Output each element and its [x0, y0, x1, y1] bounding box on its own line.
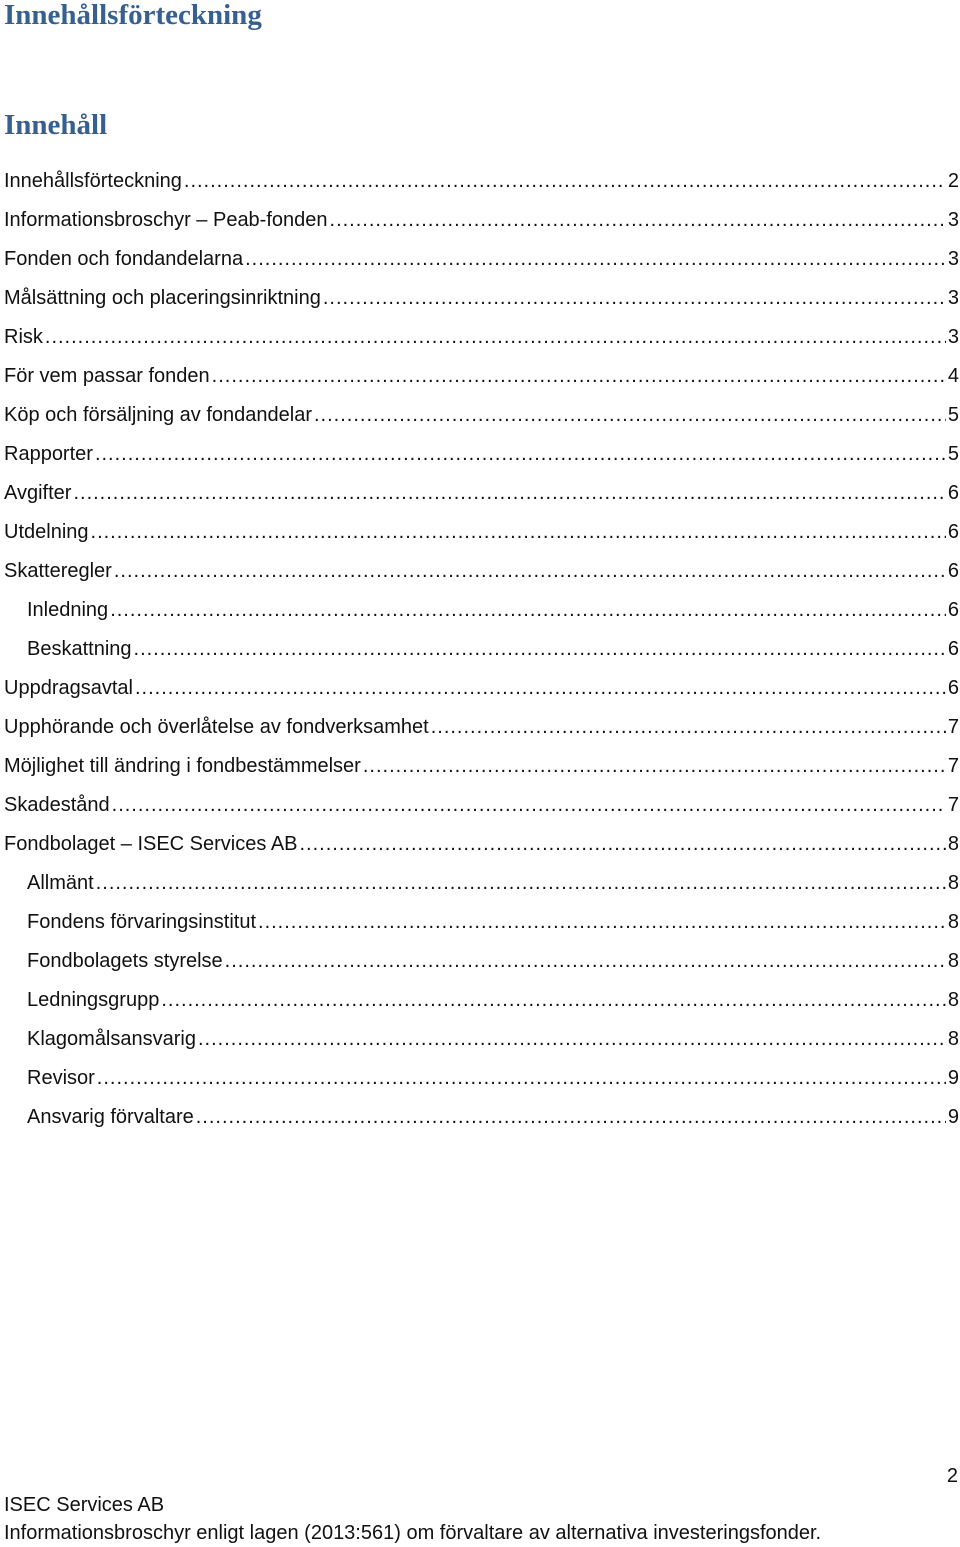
toc-entry-title: Köp och försäljning av fondandelar	[4, 404, 312, 426]
toc-entry-title: Risk	[4, 326, 43, 348]
toc-entry-page-number: 6	[947, 677, 959, 699]
toc-entry-title: Ansvarig förvaltare	[27, 1106, 194, 1128]
toc-entry[interactable]	[4, 162, 959, 201]
toc-dot-leader	[95, 435, 946, 474]
toc-dot-leader	[258, 903, 946, 942]
table-of-contents	[4, 162, 959, 1137]
toc-entry-title: Avgifter	[4, 482, 72, 504]
toc-entry-page-number: 6	[947, 638, 959, 660]
toc-entry-page-number: 6	[947, 521, 959, 543]
toc-dot-leader	[431, 708, 946, 747]
toc-entry-page-number: 7	[947, 755, 959, 777]
toc-dot-leader	[198, 1020, 946, 1059]
toc-dot-leader	[212, 357, 946, 396]
toc-entry-page-number: 3	[947, 209, 959, 231]
toc-entry[interactable]	[4, 864, 959, 903]
toc-entry-page-number: 2	[947, 170, 959, 192]
toc-entry-page-number: 5	[947, 443, 959, 465]
toc-dot-leader	[110, 591, 946, 630]
toc-entry-title: Rapporter	[4, 443, 93, 465]
toc-entry-page-number: 3	[947, 287, 959, 309]
toc-entry[interactable]	[4, 981, 959, 1020]
toc-entry-page-number: 6	[947, 560, 959, 582]
toc-entry-title: Ledningsgrupp	[27, 989, 160, 1011]
toc-entry[interactable]	[4, 279, 959, 318]
toc-dot-leader	[300, 825, 946, 864]
toc-entry-page-number: 8	[947, 989, 959, 1011]
toc-entry[interactable]	[4, 669, 959, 708]
toc-entry[interactable]	[4, 240, 959, 279]
toc-entry[interactable]	[4, 630, 959, 669]
toc-entry-page-number: 6	[947, 482, 959, 504]
toc-entry[interactable]	[4, 825, 959, 864]
toc-dot-leader	[45, 318, 946, 357]
toc-entry[interactable]	[4, 591, 959, 630]
toc-dot-leader	[135, 669, 946, 708]
toc-entry-title: Fondens förvaringsinstitut	[27, 911, 257, 933]
toc-dot-leader	[96, 864, 946, 903]
toc-heading: Innehåll	[4, 109, 108, 141]
toc-entry-title: Fondbolaget – ISEC Services AB	[4, 833, 298, 855]
toc-entry-page-number: 8	[947, 1028, 959, 1050]
toc-entry-title: Skadestånd	[4, 794, 110, 816]
toc-entry[interactable]	[4, 513, 959, 552]
toc-entry-title: Klagomålsansvarig	[27, 1028, 196, 1050]
toc-entry-title: Målsättning och placeringsinriktning	[4, 287, 321, 309]
toc-entry-title: Skatteregler	[4, 560, 112, 582]
toc-entry-page-number: 5	[947, 404, 959, 426]
toc-entry-page-number: 3	[947, 248, 959, 270]
toc-dot-leader	[184, 162, 946, 201]
toc-entry-page-number: 8	[947, 833, 959, 855]
toc-entry[interactable]	[4, 708, 959, 747]
toc-entry-page-number: 7	[947, 794, 959, 816]
toc-entry[interactable]	[4, 903, 959, 942]
footer-legal-note: Informationsbroschyr enligt lagen (2013:561) om förvaltare av alternativa investeringsfonder.	[4, 1522, 822, 1544]
toc-dot-leader	[196, 1098, 946, 1137]
toc-entry-title: Fondbolagets styrelse	[27, 950, 223, 972]
toc-entry-page-number: 8	[947, 911, 959, 933]
toc-dot-leader	[314, 396, 946, 435]
toc-dot-leader	[134, 630, 946, 669]
toc-entry-title: Revisor	[27, 1067, 95, 1089]
toc-entry[interactable]	[4, 786, 959, 825]
toc-entry-page-number: 7	[947, 716, 959, 738]
toc-entry[interactable]	[4, 1059, 959, 1098]
toc-entry-page-number: 9	[947, 1067, 959, 1089]
toc-entry-page-number: 8	[947, 950, 959, 972]
toc-entry[interactable]	[4, 1020, 959, 1059]
toc-entry-title: Möjlighet till ändring i fondbestämmelser	[4, 755, 361, 777]
toc-dot-leader	[97, 1059, 946, 1098]
toc-entry[interactable]	[4, 201, 959, 240]
toc-entry-page-number: 4	[947, 365, 959, 387]
toc-entry-page-number: 9	[947, 1106, 959, 1128]
toc-entry-title: Allmänt	[27, 872, 94, 894]
toc-dot-leader	[161, 981, 946, 1020]
toc-dot-leader	[91, 513, 946, 552]
toc-entry[interactable]	[4, 942, 959, 981]
toc-entry-page-number: 6	[947, 599, 959, 621]
toc-entry-title: Beskattning	[27, 638, 132, 660]
page-title: Innehållsförteckning	[4, 0, 262, 31]
toc-entry-title: Upphörande och överlåtelse av fondverksamhet	[4, 716, 429, 738]
toc-entry-title: Utdelning	[4, 521, 89, 543]
toc-dot-leader	[225, 942, 946, 981]
toc-dot-leader	[73, 474, 945, 513]
toc-entry-page-number: 8	[947, 872, 959, 894]
toc-entry[interactable]	[4, 357, 959, 396]
toc-entry[interactable]	[4, 318, 959, 357]
toc-dot-leader	[112, 786, 946, 825]
toc-dot-leader	[245, 240, 946, 279]
toc-entry-title: Inledning	[27, 599, 109, 621]
toc-entry[interactable]	[4, 747, 959, 786]
footer-company-name: ISEC Services AB	[4, 1494, 165, 1516]
footer-page-number: 2	[946, 1465, 958, 1487]
toc-entry-page-number: 3	[947, 326, 959, 348]
toc-dot-leader	[330, 201, 946, 240]
toc-entry[interactable]	[4, 552, 959, 591]
toc-entry-title: Informationsbroschyr – Peab-fonden	[4, 209, 328, 231]
toc-entry-title: Uppdragsavtal	[4, 677, 133, 699]
toc-entry[interactable]	[4, 396, 959, 435]
toc-entry[interactable]	[4, 1098, 959, 1137]
toc-dot-leader	[323, 279, 946, 318]
toc-dot-leader	[114, 552, 946, 591]
toc-entry-title: Innehållsförteckning	[4, 170, 182, 192]
toc-entry[interactable]	[4, 474, 959, 513]
toc-entry[interactable]	[4, 435, 959, 474]
toc-entry-title: För vem passar fonden	[4, 365, 210, 387]
toc-dot-leader	[363, 747, 946, 786]
toc-entry-title: Fonden och fondandelarna	[4, 248, 244, 270]
